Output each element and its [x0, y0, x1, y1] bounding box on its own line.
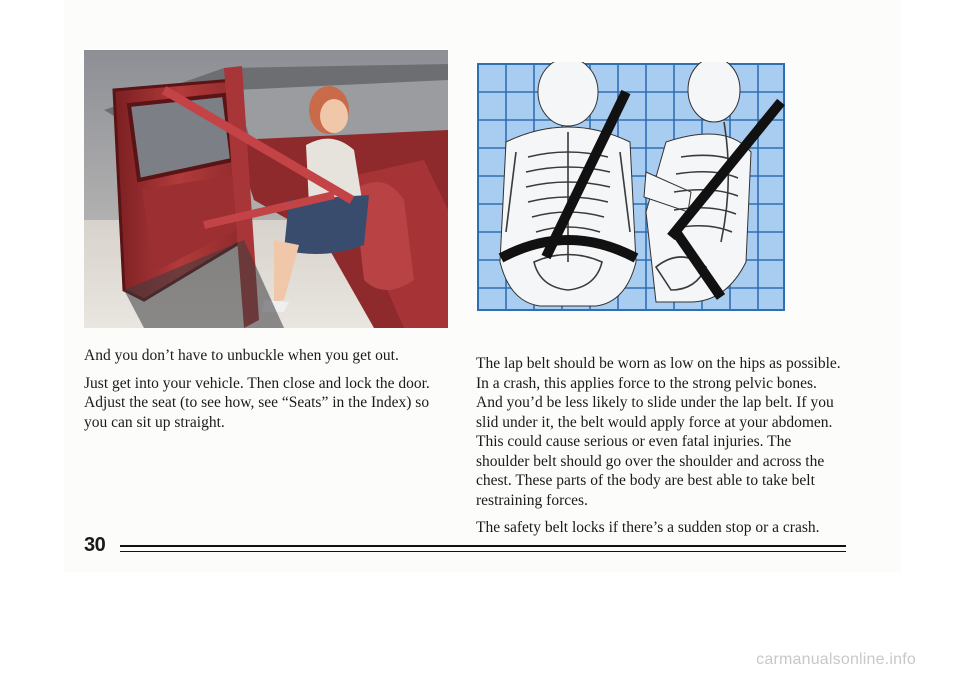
belt-diagram-svg: [476, 62, 786, 312]
footer-rule: [120, 545, 846, 547]
watermark[interactable]: carmanualsonline.info: [756, 651, 916, 668]
left-text-column: [84, 346, 456, 440]
car-entry-illustration: [84, 50, 448, 328]
belt-position-diagram: [476, 62, 786, 312]
paragraph: The safety belt locks if there’s a sudden stop or a crash.: [476, 519, 820, 536]
paragraph: The lap belt should be worn as low on the hips as possible. In a crash, this applies force to the strong pelvic bones. And you’d be less likely to slide under the lap belt. If you slid under it, the belt would apply force at your abdomen. This could cause serious or even fatal injuries. The shoulder belt should go over the shoulder and across the chest. These parts of the body are best able to take belt restraining forces.: [476, 355, 841, 509]
right-text-column: [476, 354, 846, 546]
page-number: 30: [84, 534, 106, 556]
footer-rule-thin: [120, 551, 846, 552]
car-entry-svg: [84, 50, 448, 328]
paragraph: Just get into your vehicle. Then close and lock the door. Adjust the seat (to see how, see “Seats” in the Index) so you can sit up straight.: [84, 374, 430, 431]
paragraph: And you don’t have to unbuckle when you get out.: [84, 347, 399, 364]
